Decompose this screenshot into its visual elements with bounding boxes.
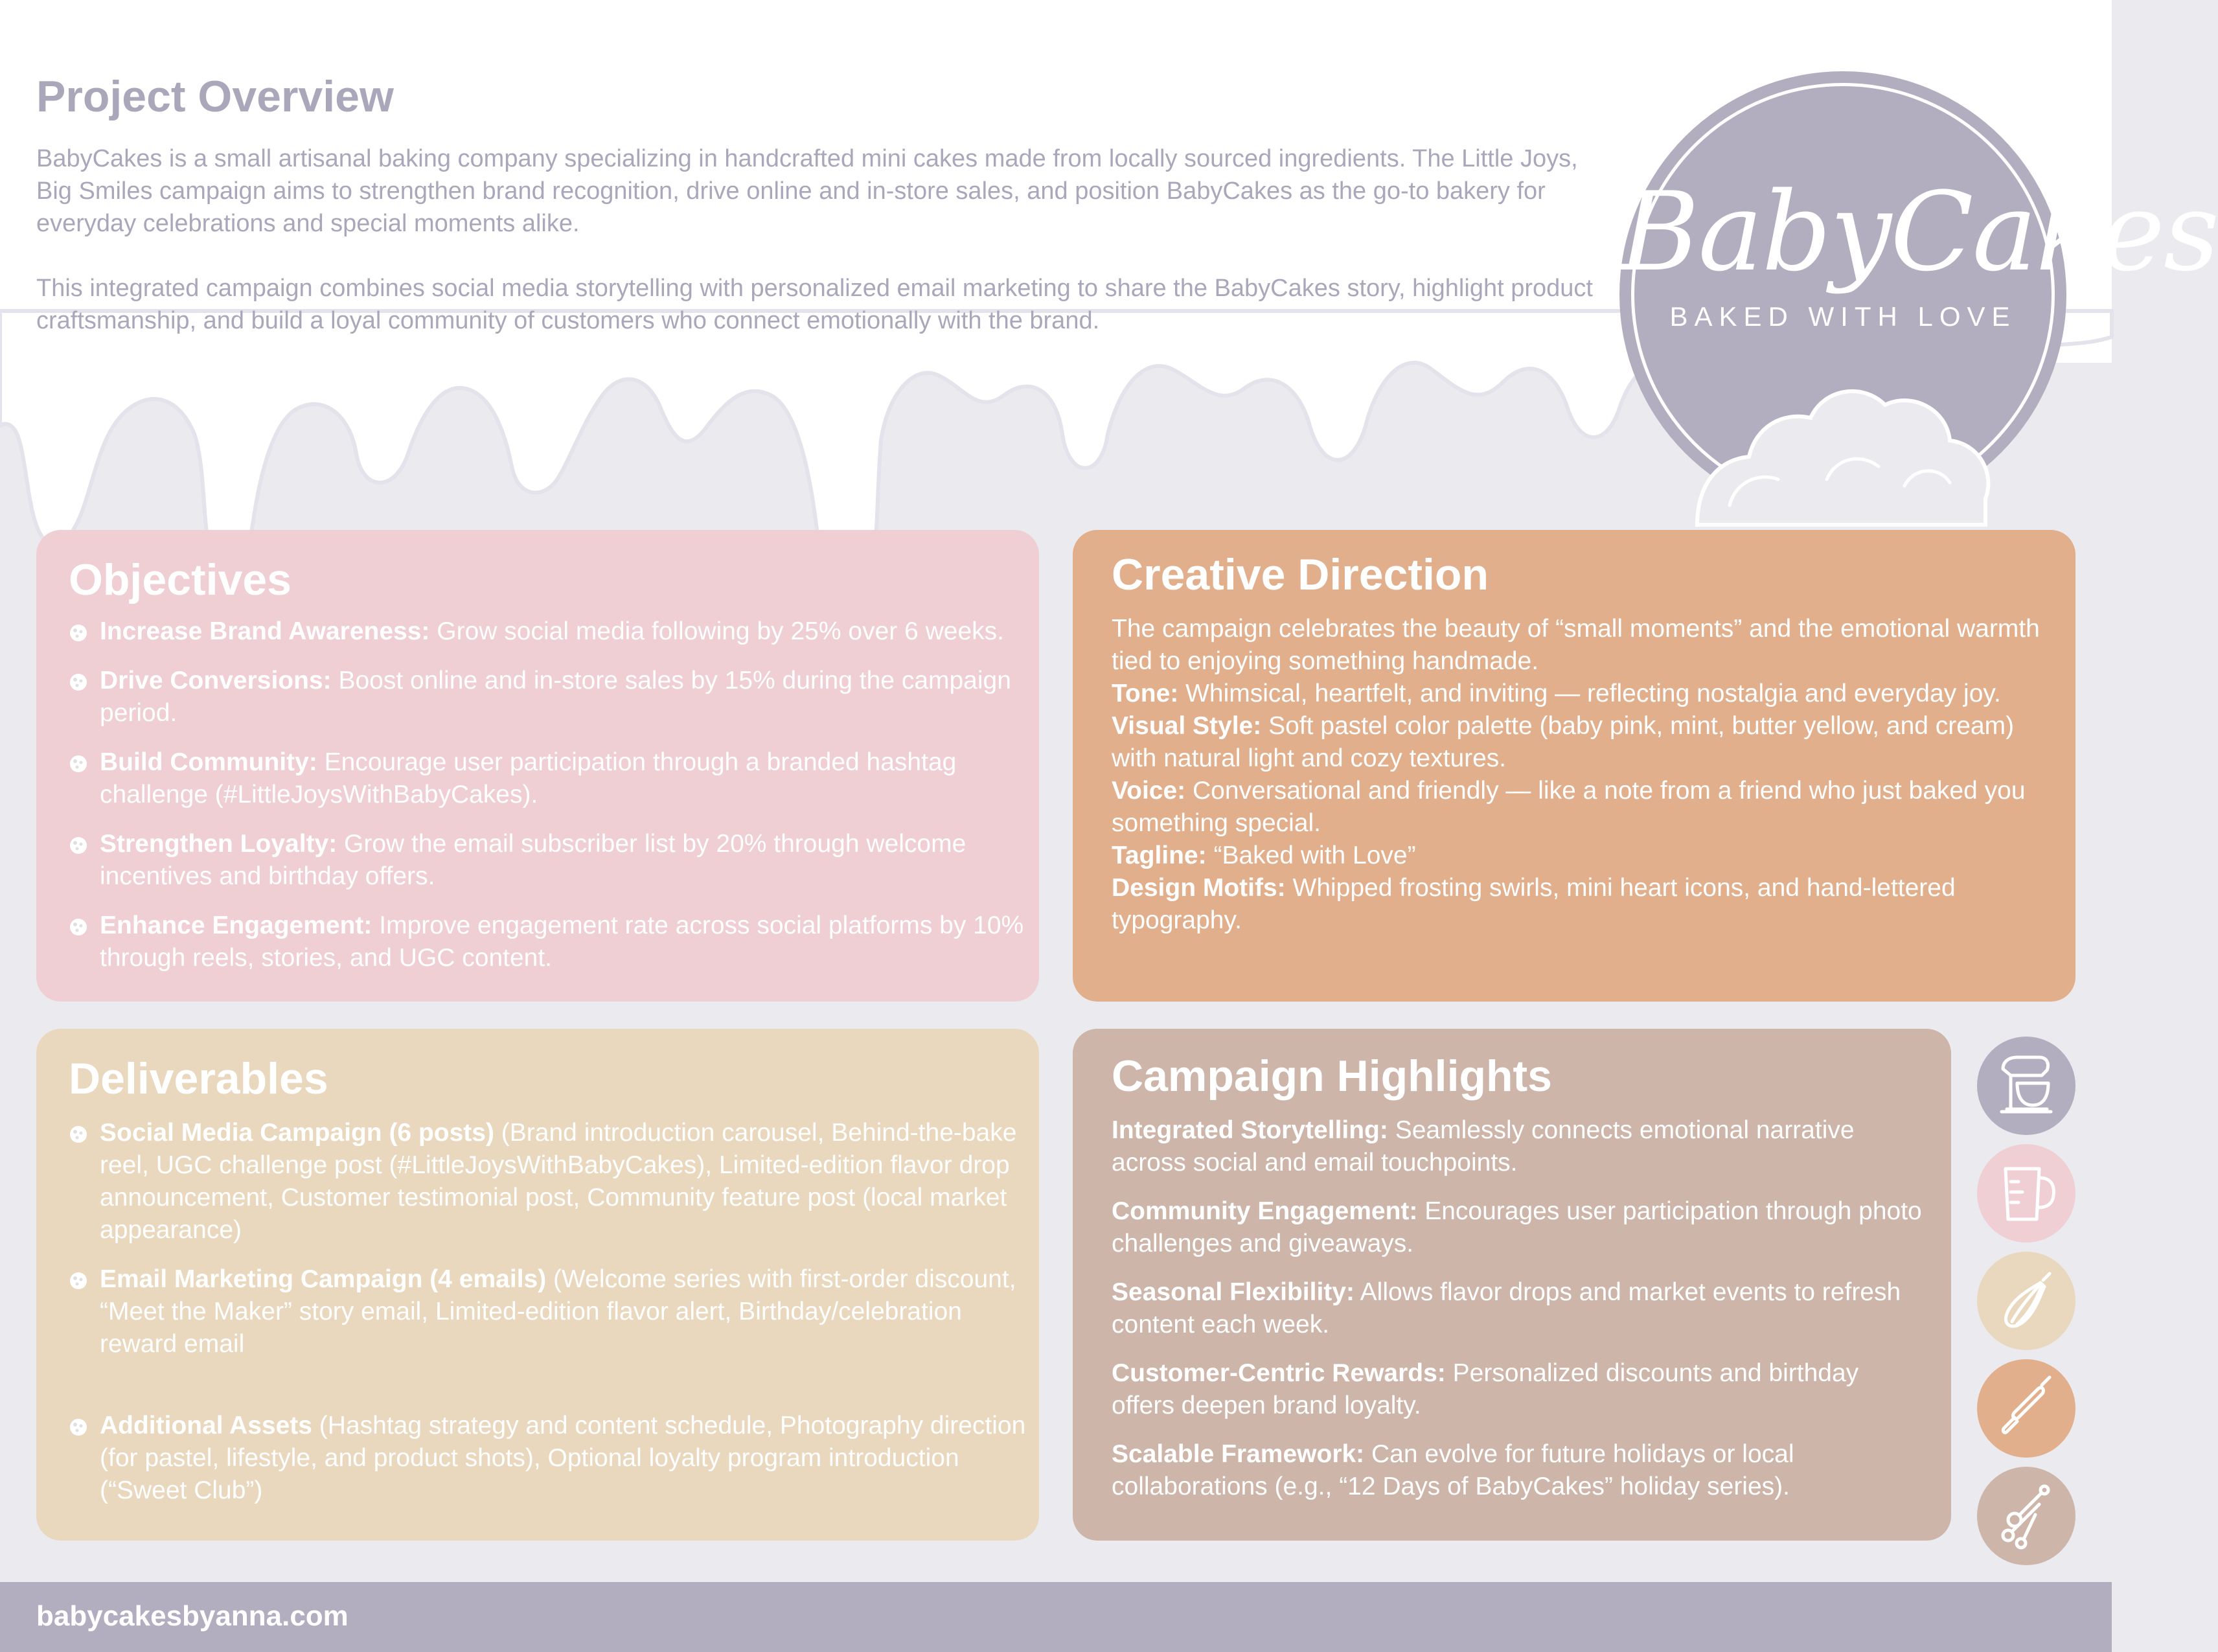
deliverables-title: Deliverables — [69, 1054, 328, 1103]
cake-bullet-icon — [69, 1125, 88, 1144]
item-label: Seasonal Flexibility: — [1112, 1278, 1355, 1306]
logo-tagline: BAKED WITH LOVE — [1669, 301, 2017, 332]
deliverables-list — [69, 1117, 1026, 1524]
item-text: Soft pastel color palette (baby pink, mint, butter yellow, and cream) with natural light and cozy textures. — [1112, 712, 2015, 772]
item-label: Build Community: — [100, 748, 317, 776]
creative-item — [1112, 775, 2057, 840]
measuring-cup-icon — [1977, 1144, 2075, 1243]
item-text: Conversational and friendly — like a note from a friend who just baked you something special. — [1112, 777, 2026, 837]
cake-bullet-icon — [69, 1417, 88, 1437]
highlight-item — [1112, 1438, 1928, 1503]
item-text: Whipped frosting swirls, mini heart icons, and hand-lettered typography. — [1112, 874, 1956, 934]
objectives-card — [36, 530, 1039, 1002]
deliverable-item — [69, 1410, 1026, 1507]
item-label: Email Marketing Campaign (4 emails) — [100, 1265, 547, 1293]
item-text: Encourages user participation through photo challenges and giveaways. — [1112, 1197, 1922, 1257]
campaign-highlights-body — [1112, 1114, 1928, 1519]
item-label: Increase Brand Awareness: — [100, 617, 430, 645]
whisk-icon — [1977, 1252, 2075, 1350]
overview-paragraph: This integrated campaign combines social media storytelling with personalized email marketing to share the BabyCakes story, highlight product craftsmanship, and build a loyal community of customers who connect emotionally with the brand. — [36, 275, 1593, 334]
babycakes-logo — [1619, 71, 2218, 518]
item-text: Seamlessly connects emotional narrative across social and email touchpoints. — [1112, 1116, 1855, 1176]
logo-wordmark: BabyCakes — [1619, 168, 2218, 295]
highlight-item — [1112, 1114, 1928, 1179]
item-label: Strengthen Loyalty: — [100, 830, 337, 858]
creative-item — [1112, 872, 2057, 937]
item-label: Scalable Framework: — [1112, 1440, 1365, 1468]
item-text: Whimsical, heartfelt, and inviting — reflecting nostalgia and everyday joy. — [1178, 680, 2001, 707]
cake-bullet-icon — [69, 1271, 88, 1291]
overview-title: Project Overview — [36, 72, 394, 121]
highlight-item — [1112, 1357, 1928, 1422]
creative-direction-body — [1112, 613, 2057, 937]
rolling-pin-icon — [1977, 1359, 2075, 1458]
item-text: (Hashtag strategy and content schedule, Photography direction (for pastel, lifestyle, and product shots), Optional loyalty program introduction (“Sweet Club”) — [100, 1412, 1026, 1504]
frosting-cloud-icon — [1691, 376, 1995, 525]
cake-bullet-icon — [69, 917, 88, 937]
deliverables-card — [36, 1029, 1039, 1541]
creative-item — [1112, 678, 2057, 710]
item-text: Grow the email subscriber list by 20% through welcome incentives and birthday offers. — [100, 830, 966, 890]
item-label: Social Media Campaign (6 posts) — [100, 1119, 494, 1147]
item-text: Grow social media following by 25% over 6 weeks. — [429, 617, 1004, 645]
campaign-highlights-title: Campaign Highlights — [1112, 1051, 1552, 1101]
item-text: Can evolve for future holidays or local collaborations (e.g., “12 Days of BabyCakes” holiday series). — [1112, 1440, 1794, 1500]
item-label: Enhance Engagement: — [100, 912, 372, 939]
deliverable-item — [69, 1117, 1026, 1246]
creative-item — [1112, 840, 2057, 872]
item-label: Community Engagement: — [1112, 1197, 1418, 1225]
objective-item — [69, 910, 1026, 974]
objective-item — [69, 665, 1026, 729]
creative-item — [1112, 710, 2057, 775]
cake-bullet-icon — [69, 672, 88, 692]
objectives-title: Objectives — [69, 555, 292, 604]
item-text: Improve engagement rate across social platforms by 10% through reels, stories, and UGC content. — [100, 912, 1024, 972]
objective-item — [69, 746, 1026, 811]
overview-paragraph: BabyCakes is a small artisanal baking company specializing in handcrafted mini cakes made from locally sourced ingredients. The Little Joys, Big Smiles campaign aims to strengthen brand recognition, drive online and in-store sales, and position BabyCakes as the go-to bakery for everyday celebrations and special moments alike. — [36, 145, 1578, 237]
item-label: Design Motifs: — [1112, 874, 1286, 902]
measuring-spoons-icon — [1977, 1467, 2075, 1565]
creative-intro: The campaign celebrates the beauty of “small moments” and the emotional warmth tied to enjoying something handmade. — [1112, 615, 2040, 675]
footer — [0, 1582, 2112, 1652]
cake-bullet-icon — [69, 623, 88, 643]
item-label: Visual Style: — [1112, 712, 1262, 740]
campaign-highlights-card — [1073, 1029, 1951, 1541]
website-link[interactable]: babycakesbyanna.com — [36, 1600, 349, 1632]
item-text: “Baked with Love” — [1206, 842, 1416, 869]
item-text: (Welcome series with first-order discount, “Meet the Maker” story email, Limited-edition flavor alert, Birthday/celebration reward email — [100, 1265, 1016, 1358]
objective-item — [69, 615, 1026, 648]
item-label: Additional Assets — [100, 1412, 312, 1440]
objective-item — [69, 828, 1026, 893]
highlight-item — [1112, 1276, 1928, 1341]
item-label: Voice: — [1112, 777, 1186, 805]
highlight-item — [1112, 1195, 1928, 1260]
item-label: Customer-Centric Rewards: — [1112, 1359, 1446, 1387]
stand-mixer-icon — [1977, 1037, 2075, 1135]
item-label: Tagline: — [1112, 842, 1207, 869]
item-label: Tone: — [1112, 680, 1179, 707]
item-text: Encourage user participation through a branded hashtag challenge (#LittleJoysWithBabyCakes). — [100, 748, 957, 809]
item-label: Integrated Storytelling: — [1112, 1116, 1388, 1144]
item-text: Personalized discounts and birthday offers deepen brand loyalty. — [1112, 1359, 1859, 1419]
cake-bullet-icon — [69, 754, 88, 774]
creative-direction-card — [1073, 530, 2075, 1002]
cake-bullet-icon — [69, 836, 88, 855]
creative-direction-title: Creative Direction — [1112, 550, 1489, 599]
item-text: Allows flavor drops and market events to refresh content each week. — [1112, 1278, 1901, 1338]
objectives-list — [69, 615, 1026, 991]
deliverable-item — [69, 1263, 1026, 1360]
item-text: Boost online and in-store sales by 15% during the campaign period. — [100, 667, 1011, 727]
item-label: Drive Conversions: — [100, 667, 332, 694]
item-text: (Brand introduction carousel, Behind-the-bake reel, UGC challenge post (#LittleJoysWithBabyCakes), Limited-edition flavor drop announcement, Customer testimonial post, Community feature post (local market appearance) — [100, 1119, 1017, 1244]
